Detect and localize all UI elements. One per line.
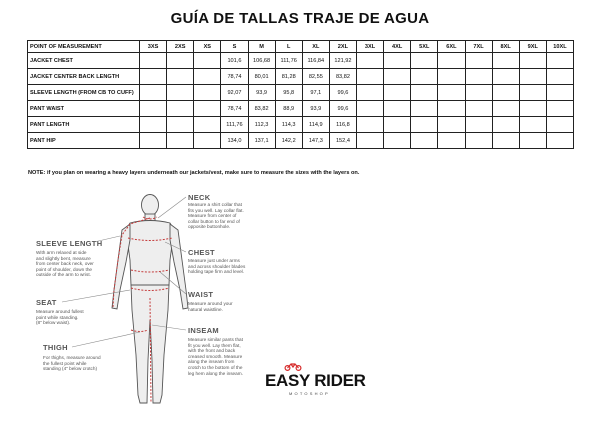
size-value-cell: 95,8 <box>275 85 302 101</box>
inseam-text-line: fit you well. Lay them flat, <box>188 342 241 348</box>
column-header-size: 6XL <box>438 41 465 53</box>
waist-text-line: natural waistline. <box>188 306 223 312</box>
size-value-cell: 101,6 <box>221 53 248 69</box>
size-value-cell: 78,74 <box>221 69 248 85</box>
size-value-cell: 97,1 <box>302 85 329 101</box>
size-value-cell: 116,8 <box>329 117 356 133</box>
size-value-cell: 83,82 <box>248 101 275 117</box>
thigh-text-line: For thighs, measure around <box>43 355 101 360</box>
sleeve-text-line: outside of the arm to wrist. <box>36 272 91 278</box>
column-header-size: 8XL <box>492 41 519 53</box>
inseam-text-line: with the front and back <box>188 348 236 354</box>
size-value-cell: 99,6 <box>329 101 356 117</box>
column-header-size: 3XL <box>357 41 384 53</box>
inseam-heading: INSEAM <box>188 326 219 335</box>
size-value-cell: 78,74 <box>221 101 248 117</box>
size-value-cell: 111,76 <box>275 53 302 69</box>
inseam-text-line: along the inseam from <box>188 359 235 365</box>
column-header-size: 5XL <box>411 41 438 53</box>
inseam-text-line: crotch to the bottom of the <box>188 364 243 370</box>
size-value-cell: 111,76 <box>221 117 248 133</box>
brand-logo: EASY RIDER <box>265 371 366 390</box>
thigh-text-line: the fullest point while <box>43 360 87 366</box>
sleeve-text-line: from center back neck, over <box>36 261 94 267</box>
neck-text-line: collar button to far end of <box>188 218 240 224</box>
size-value-cell: 134,0 <box>221 133 248 149</box>
row-label: PANT WAIST <box>28 101 140 117</box>
size-value-cell: 82,55 <box>302 69 329 85</box>
column-header-size: XL <box>302 41 329 53</box>
chest-text-line: holding tape firm and level. <box>188 269 245 275</box>
size-value-cell: 99,6 <box>329 85 356 101</box>
sleeve-text-line: With arm relaxed at side <box>36 250 87 255</box>
column-header-size: S <box>221 41 248 53</box>
row-label: PANT HIP <box>28 133 140 149</box>
size-value-cell: 114,3 <box>275 117 302 133</box>
row-label: JACKET CHEST <box>28 53 140 69</box>
column-header-size: 9XL <box>519 41 546 53</box>
column-header-size: 2XL <box>329 41 356 53</box>
size-value-cell: 114,9 <box>302 117 329 133</box>
size-value-cell: 121,92 <box>329 53 356 69</box>
size-value-cell: 147,3 <box>302 133 329 149</box>
size-value-cell: 116,84 <box>302 53 329 69</box>
row-label: PANT LENGTH <box>28 117 140 133</box>
size-value-cell: 112,3 <box>248 117 275 133</box>
inseam-text-line: Measure similar pants that <box>188 337 243 342</box>
size-value-cell: 106,68 <box>248 53 275 69</box>
sleeve-text-line: and slightly bent, measure <box>36 255 91 261</box>
size-value-cell: 142,2 <box>275 133 302 149</box>
column-header-size: 4XL <box>384 41 411 53</box>
waist-text-line: Measure around your <box>188 301 233 306</box>
column-header-measurement: POINT OF MEASUREMENT <box>28 41 140 53</box>
thigh-heading: THIGH <box>43 343 68 352</box>
column-header-size: L <box>275 41 302 53</box>
motorcycle-icon <box>284 362 302 371</box>
column-header-size: 10XL <box>546 41 573 53</box>
chest-text-line: and across shoulder blades <box>188 263 246 269</box>
size-value-cell: 83,82 <box>329 69 356 85</box>
size-value-cell: 92,07 <box>221 85 248 101</box>
column-header-size: XS <box>194 41 221 53</box>
row-label: SLEEVE LENGTH (FROM CB TO CUFF) <box>28 85 140 101</box>
column-header-size: 2XS <box>167 41 194 53</box>
size-value-cell: 93,9 <box>248 85 275 101</box>
column-header-size: 7XL <box>465 41 492 53</box>
size-value-cell: 81,28 <box>275 69 302 85</box>
chest-heading: CHEST <box>188 248 215 257</box>
seat-text-line: point while standing. <box>36 314 79 320</box>
row-label: JACKET CENTER BACK LENGTH <box>28 69 140 85</box>
size-value-cell: 137,1 <box>248 133 275 149</box>
size-value-cell: 80,01 <box>248 69 275 85</box>
column-header-size: M <box>248 41 275 53</box>
seat-heading: SEAT <box>36 298 57 307</box>
neck-text-line: opposite buttonhole. <box>188 224 231 230</box>
size-value-cell: 152,4 <box>329 133 356 149</box>
seat-text-line: Measure around fullest <box>36 309 84 314</box>
neck-text-line: Measure from center of <box>188 213 237 219</box>
thigh-text-line: standing (4" below crotch) <box>43 366 98 372</box>
neck-heading: NECK <box>188 193 211 202</box>
chest-text-line: Measure just under arms <box>188 258 240 263</box>
size-value-cell: 93,9 <box>302 101 329 117</box>
neck-text-line: fits you well. Lay collar flat. <box>188 207 244 213</box>
inseam-text-line: creased smooth. Measure <box>188 353 243 359</box>
size-value-cell: 88,9 <box>275 101 302 117</box>
layering-note: NOTE: if you plan on wearing a heavy layers underneath our jackets/vest, make sure to measure the sizes with the layers on. <box>28 170 360 176</box>
sleeve-text-line: point of shoulder, down the <box>36 266 93 272</box>
brand-subtitle: MOTOSHOP <box>289 391 330 396</box>
seat-text-line: (8" below waist). <box>36 320 71 326</box>
inseam-text-line: leg hem along the inseam. <box>188 370 243 376</box>
page-title: GUÍA DE TALLAS TRAJE DE AGUA <box>170 10 430 27</box>
column-header-size: 3XS <box>140 41 167 53</box>
sleeve-length-heading: SLEEVE LENGTH <box>36 239 103 248</box>
neck-text-line: Measure a shirt collar that <box>188 202 242 207</box>
waist-heading: WAIST <box>188 290 214 299</box>
